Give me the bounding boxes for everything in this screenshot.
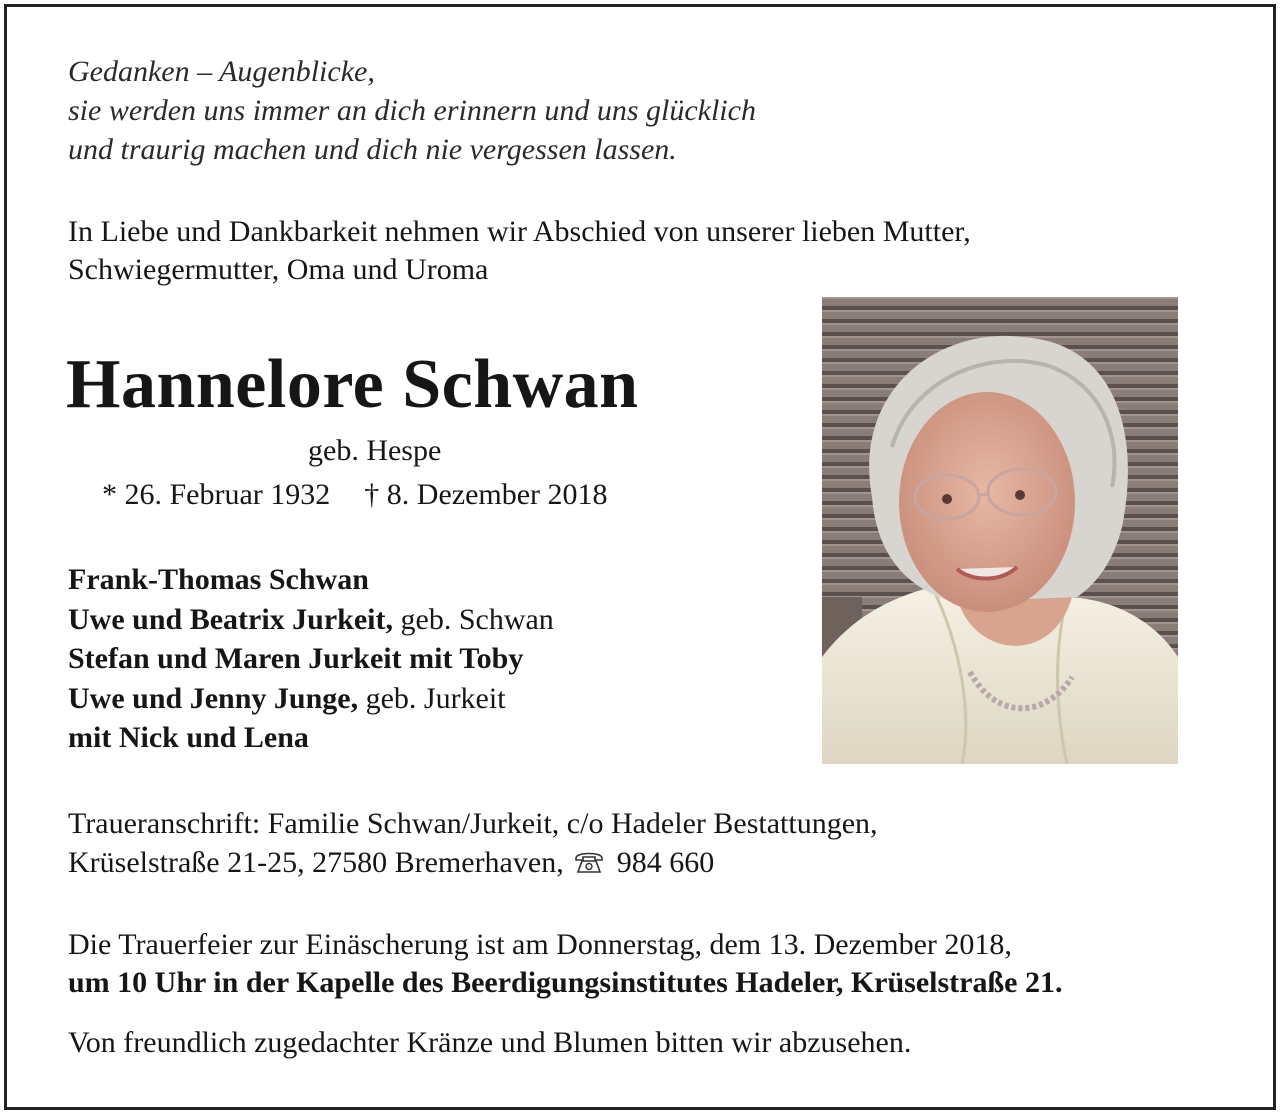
maiden-name: geb. Hespe xyxy=(308,434,442,467)
intro-line: Schwiegermutter, Oma und Uroma xyxy=(68,253,489,286)
portrait-photo xyxy=(822,297,1178,764)
intro-line: In Liebe und Dankbarkeit nehmen wir Abschied von unserer lieben Mutter, xyxy=(68,215,971,248)
mourning-address xyxy=(68,804,878,885)
poem-line: sie werden uns immer an dich erinnern und uns glücklich xyxy=(68,94,756,127)
family-line: Stefan und Maren Jurkeit mit Toby xyxy=(68,642,524,675)
family-signatures xyxy=(68,560,554,758)
birth-date: * 26. Februar 1932 xyxy=(102,478,331,511)
family-line: mit Nick und Lena xyxy=(68,721,309,754)
family-line: Uwe und Beatrix Jurkeit, geb. Schwan xyxy=(68,602,554,636)
death-date: † 8. Dezember 2018 xyxy=(364,478,608,511)
phone-number: 984 660 xyxy=(616,846,715,879)
poem-line: und traurig machen und dich nie vergessen lassen. xyxy=(68,133,677,166)
phone-icon xyxy=(573,846,605,885)
life-dates xyxy=(102,476,608,514)
deceased-name: Hannelore Schwan xyxy=(66,346,639,423)
ceremony-line-bold: um 10 Uhr in der Kapelle des Beerdigungsinstitutes Hadeler, Krüselstraße 21. xyxy=(68,966,1063,999)
address-line: Traueranschrift: Familie Schwan/Jurkeit, c/o Hadeler Bestattungen, xyxy=(68,807,878,840)
funeral-notice xyxy=(68,926,1062,1002)
closing-note: Von freundlich zugedachter Kränze und Blumen bitten wir abzusehen. xyxy=(68,1026,912,1059)
family-line: Uwe und Jenny Junge, geb. Jurkeit xyxy=(68,681,506,715)
address-line: Krüselstraße 21-25, 27580 Bremerhaven, 984 660 xyxy=(68,843,878,885)
farewell-intro xyxy=(68,213,971,289)
poem-line: Gedanken – Augenblicke, xyxy=(68,55,375,88)
memorial-poem xyxy=(68,52,756,169)
family-line: Frank-Thomas Schwan xyxy=(68,563,369,596)
ceremony-line: Die Trauerfeier zur Einäscherung ist am Donnerstag, dem 13. Dezember 2018, xyxy=(68,928,1012,961)
